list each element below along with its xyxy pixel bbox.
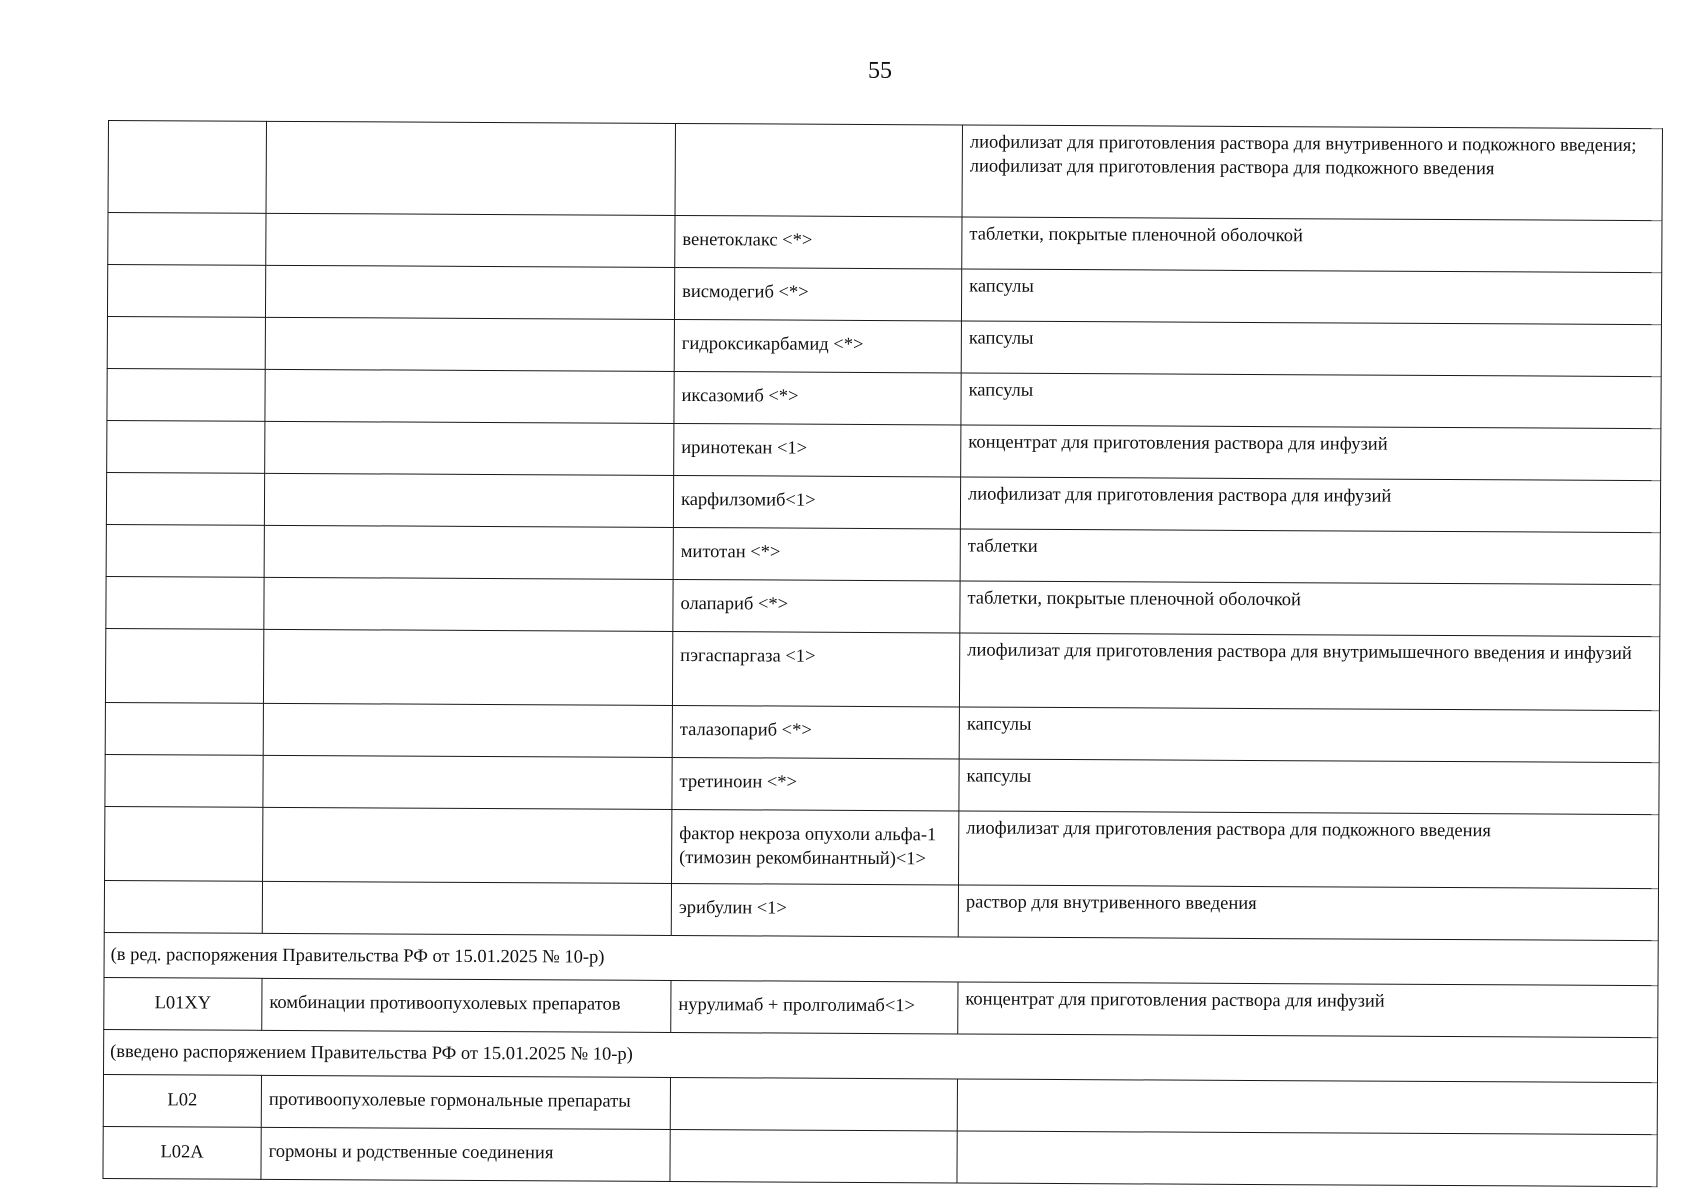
page-number: 55	[868, 58, 892, 84]
atc-code: L01XY	[104, 977, 262, 1030]
inn-cell: пэгаспаргаза <1>	[672, 631, 959, 707]
code-cell	[107, 316, 265, 369]
code-cell	[105, 628, 263, 703]
inn-cell: талазопариб <*>	[672, 705, 959, 759]
inn-cell: венетоклакс <*>	[675, 215, 962, 269]
dosage-form-cell: лиофилизат для приготовления раствора для внутривенного и подкожного введения; лиофилизат для приготовления раствора для подкожного введения	[962, 125, 1662, 221]
table-row	[107, 420, 1661, 480]
code-cell	[107, 265, 265, 318]
amendment-note: (в ред. распоряжения Правительства РФ от 15.01.2025 № 10-р)	[104, 932, 1658, 985]
table-row	[104, 880, 1658, 940]
table-row	[103, 1126, 1657, 1186]
dosage-form-cell: концентрат для приготовления раствора для инфузий	[958, 982, 1658, 1038]
code-cell	[106, 576, 264, 629]
table-row	[105, 628, 1659, 710]
group-name: гормоны и родственные соединения	[261, 1127, 670, 1181]
code-cell	[105, 806, 263, 881]
dosage-form-cell: капсулы	[961, 373, 1661, 429]
table-row	[107, 368, 1661, 428]
group-cell	[264, 473, 673, 527]
code-cell	[106, 524, 264, 577]
code-cell	[107, 368, 265, 421]
code-cell	[105, 754, 263, 807]
inn-cell: эрибулин <1>	[671, 883, 958, 937]
group-cell	[265, 421, 674, 475]
group-cell	[265, 265, 674, 319]
table-row	[104, 932, 1658, 985]
dosage-form-cell	[957, 1131, 1657, 1187]
dosage-form-cell: таблетки	[960, 529, 1660, 585]
code-cell	[105, 702, 263, 755]
inn-cell	[675, 123, 962, 217]
table-row	[108, 121, 1662, 221]
inn-cell: иринотекан <1>	[674, 423, 961, 477]
table-row	[106, 576, 1660, 636]
inn-cell: иксазомиб <*>	[674, 371, 961, 425]
dosage-form-cell: капсулы	[961, 321, 1661, 377]
group-cell	[266, 213, 675, 267]
dosage-form-cell: капсулы	[959, 707, 1659, 763]
dosage-form-cell: раствор для внутривенного введения	[958, 885, 1658, 941]
table-row	[105, 806, 1659, 888]
group-cell	[265, 317, 674, 371]
dosage-form-cell: концентрат для приготовления раствора для инфузий	[961, 425, 1661, 481]
dosage-form-cell: таблетки, покрытые пленочной оболочкой	[962, 217, 1662, 273]
code-cell	[104, 880, 262, 933]
inn-cell: карфилзомиб<1>	[673, 475, 960, 529]
group-name: противоопухолевые гормональные препараты	[261, 1075, 670, 1129]
code-cell	[107, 420, 265, 473]
inn-cell: третиноин <*>	[672, 757, 959, 811]
group-cell	[263, 629, 672, 705]
inn-cell: нурулимаб + пролголимаб<1>	[671, 980, 958, 1034]
code-cell	[106, 472, 264, 525]
group-cell	[266, 121, 675, 215]
table-row	[105, 702, 1659, 762]
dosage-form-cell: лиофилизат для приготовления раствора для подкожного введения	[959, 811, 1659, 889]
inn-cell: гидроксикарбамид <*>	[674, 319, 961, 373]
amendment-note: (введено распоряжением Правительства РФ от 15.01.2025 № 10-р)	[104, 1029, 1658, 1082]
inn-cell: висмодегиб <*>	[674, 267, 961, 321]
table-row	[107, 265, 1661, 325]
drug-list-table	[102, 120, 1663, 1187]
atc-code: L02	[103, 1074, 261, 1127]
inn-cell: олапариб <*>	[673, 579, 960, 633]
table-row	[104, 1029, 1658, 1082]
dosage-form-cell: таблетки, покрытые пленочной оболочкой	[960, 581, 1660, 637]
table-row	[103, 1074, 1657, 1134]
table-row	[107, 316, 1661, 376]
dosage-form-cell: лиофилизат для приготовления раствора для инфузий	[960, 477, 1660, 533]
table-row	[106, 524, 1660, 584]
inn-cell: митотан <*>	[673, 527, 960, 581]
group-cell	[262, 881, 671, 935]
atc-code: L02A	[103, 1126, 261, 1179]
table-row	[104, 977, 1658, 1037]
group-name: комбинации противоопухолевых препаратов	[262, 978, 671, 1032]
group-cell	[264, 525, 673, 579]
code-cell	[108, 213, 266, 266]
group-cell	[263, 755, 672, 809]
dosage-form-cell: лиофилизат для приготовления раствора для внутримышечного введения и инфузий	[959, 633, 1659, 711]
group-cell	[263, 703, 672, 757]
table-row	[108, 213, 1662, 273]
table-row	[106, 472, 1660, 532]
code-cell	[108, 121, 266, 214]
inn-cell	[670, 1077, 957, 1131]
group-cell	[263, 807, 672, 883]
group-cell	[265, 369, 674, 423]
dosage-form-cell	[957, 1079, 1657, 1135]
inn-cell: фактор некроза опухоли альфа-1 (тимозин рекомбинантный)<1>	[672, 809, 959, 885]
dosage-form-cell: капсулы	[959, 759, 1659, 815]
table-row	[105, 754, 1659, 814]
inn-cell	[670, 1129, 957, 1183]
group-cell	[264, 577, 673, 631]
dosage-form-cell: капсулы	[961, 269, 1661, 325]
